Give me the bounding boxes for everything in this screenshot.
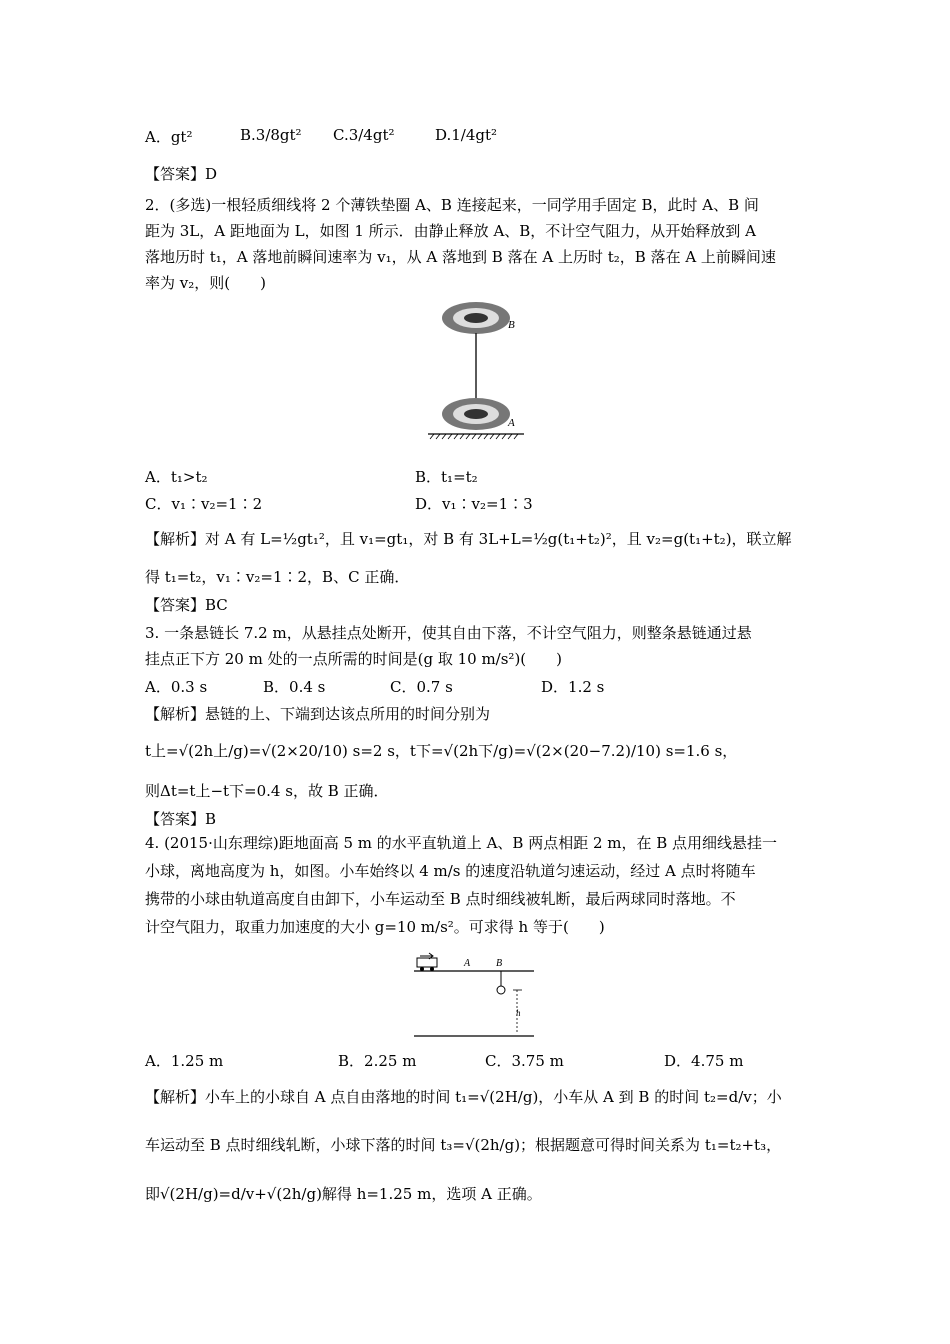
- q2-analysis-line: 得 t₁=t₂，v₁∶v₂=1∶2，B、C 正确．: [145, 568, 410, 586]
- q4-line: 4. (2015·山东理综)距地面高 5 m 的水平直轨道上 A、B 两点相距 2 m，在 B 点用细线悬挂一: [145, 834, 778, 852]
- q2-option-d: D．v₁∶v₂=1∶3: [415, 495, 533, 513]
- q4-analysis-line: 即√(2H/g)=d/v+√(2h/g)解得 h=1.25 m，选项 A 正确。: [145, 1185, 542, 1203]
- q1-option-b: B.3/8gt²: [240, 126, 302, 144]
- q3-analysis-formula: t上=√(2h上/g)=√(2×20/10) s=2 s，t下=√(2h下/g)=√(2×(20−7.2)/10) s=1.6 s，: [145, 742, 738, 760]
- q3-line: 3. 一条悬链长 7.2 m，从悬挂点处断开，使其自由下落，不计空气阻力，则整条悬链通过悬: [145, 624, 752, 642]
- point-a-label: A: [464, 958, 471, 969]
- q4-analysis-line: 【解析】小车上的小球自 A 点自由落地的时间 t₁=√(2H/g)，小车从 A 到 B 的时间 t₂=d/v；小: [145, 1088, 782, 1106]
- q4-option-c: C．3.75 m: [485, 1052, 564, 1070]
- q3-analysis-line: 【解析】悬链的上、下端到达该点所用的时间分别为: [145, 705, 491, 723]
- washer-b-label: B: [508, 319, 515, 331]
- q2-analysis-line: 【解析】对 A 有 L=½gt₁²，且 v₁=gt₁，对 B 有 3L+L=½g(t₁+t₂)²，且 v₂=g(t₁+t₂)，联立解: [145, 530, 792, 548]
- q3-option-a: A．0.3 s: [145, 678, 208, 696]
- q2-line: 2．(多选)一根轻质细线将 2 个薄铁垫圈 A、B 连接起来，一同学用手固定 B，此时 A、B 间: [145, 196, 759, 214]
- q3-line: 挂点正下方 20 m 处的一点所需的时间是(g 取 10 m/s²)( ): [145, 650, 563, 668]
- q3-option-b: B．0.4 s: [263, 678, 326, 696]
- washers-figure: [420, 296, 530, 448]
- q2-answer: 【答案】BC: [145, 596, 228, 614]
- q4-option-b: B．2.25 m: [338, 1052, 417, 1070]
- q4-option-d: D．4.75 m: [664, 1052, 744, 1070]
- point-b-label: B: [496, 958, 503, 969]
- q2-line: 落地历时 t₁，A 落地前瞬间速率为 v₁，从 A 落地到 B 落在 A 上历时 t₂，B 落在 A 上前瞬间速: [145, 248, 776, 266]
- q2-option-c: C．v₁∶v₂=1∶2: [145, 495, 263, 513]
- q3-answer: 【答案】B: [145, 810, 217, 828]
- q3-option-d: D．1.2 s: [541, 678, 605, 696]
- q4-analysis-line: 车运动至 B 点时细线轧断，小球下落的时间 t₃=√(2h/g)；根据题意可得时间关系为 t₁=t₂+t₃，: [145, 1136, 782, 1154]
- q1-option-d: D.1/4gt²: [435, 126, 498, 144]
- q2-option-a: A．t₁>t₂: [145, 468, 208, 486]
- q3-option-c: C．0.7 s: [390, 678, 453, 696]
- q4-option-a: A．1.25 m: [145, 1052, 224, 1070]
- washer-a-label: A: [508, 417, 515, 429]
- height-h-label: h: [516, 1008, 521, 1018]
- q2-option-b: B．t₁=t₂: [415, 468, 478, 486]
- track-figure: [412, 952, 538, 1040]
- q1-option-a: A．gt²: [145, 128, 193, 146]
- q4-line: 携带的小球由轨道高度自由卸下，小车运动至 B 点时细线被轧断，最后两球同时落地。不: [145, 890, 736, 908]
- q4-line: 小球，离地高度为 h，如图。小车始终以 4 m/s 的速度沿轨道匀速运动，经过 A 点时将随车: [145, 862, 756, 880]
- q4-line: 计空气阻力，取重力加速度的大小 g=10 m/s²。可求得 h 等于( ): [145, 918, 605, 936]
- q1-option-c: C.3/4gt²: [333, 126, 395, 144]
- q3-analysis-line: 则Δt=t上−t下=0.4 s，故 B 正确．: [145, 782, 389, 800]
- q2-line: 距为 3L，A 距地面为 L，如图 1 所示．由静止释放 A、B，不计空气阻力，从开始释放到 A: [145, 222, 756, 240]
- q2-line: 率为 v₂，则( ): [145, 274, 266, 292]
- q1-answer: 【答案】D: [145, 165, 218, 183]
